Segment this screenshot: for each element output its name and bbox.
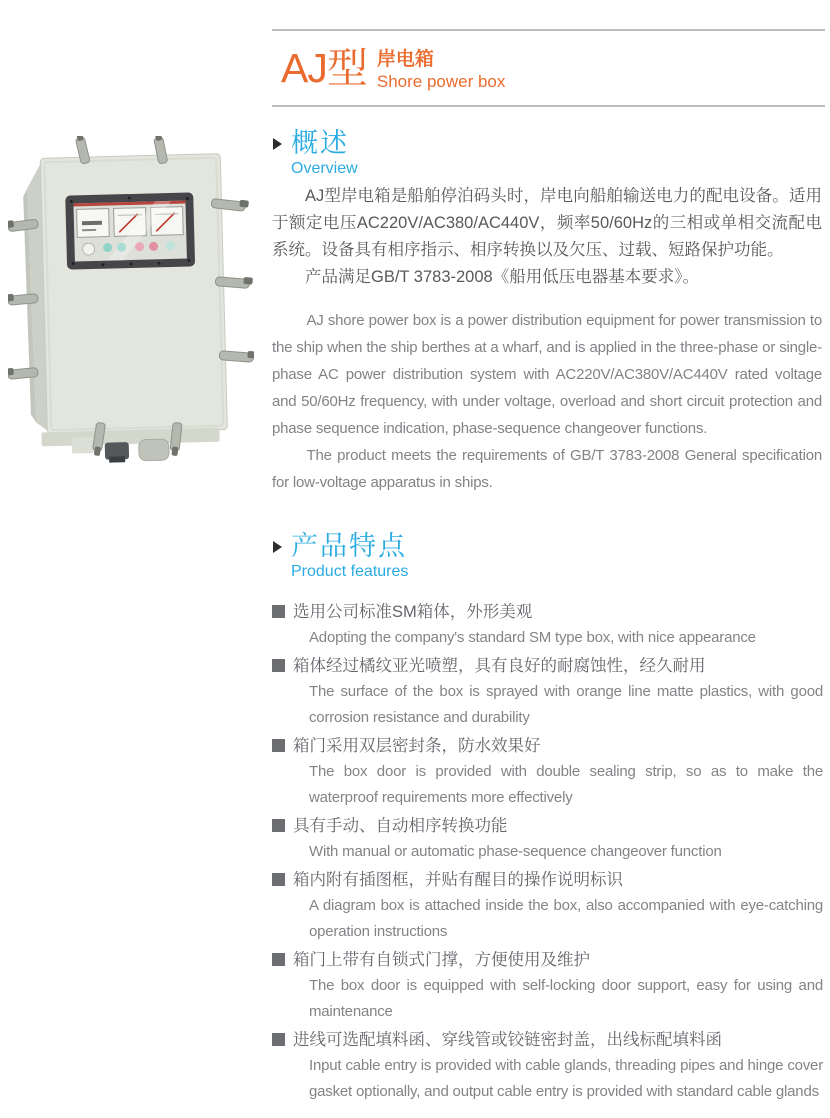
page-title <box>281 42 505 94</box>
model-name: AJ型 <box>281 45 367 91</box>
overview-cn-paragraph: AJ型岸电箱是船舶停泊码头时，岸电向船舶输送电力的配电设备。适用于额定电压AC220V/AC380/AC440V，频率50/60Hz的三相或单相交流配电系统。设备具有相序指示、相序转换以及欠压、过载、短路保护功能。 <box>272 187 822 259</box>
feature-cn-text: 箱体经过橘纹亚光喷塑，具有良好的耐腐蚀性，经久耐用 <box>293 657 706 675</box>
feature-cn <box>272 813 823 839</box>
feature-cn <box>272 1027 823 1053</box>
list-item <box>272 867 823 945</box>
square-bullet-icon <box>272 819 285 832</box>
square-bullet-icon <box>272 739 285 752</box>
triangle-bullet-icon <box>273 138 282 150</box>
list-item <box>272 733 823 811</box>
feature-cn <box>272 867 823 893</box>
feature-cn <box>272 599 823 625</box>
feature-en: A diagram box is attached inside the box, also accompanied with eye-catching operation instructions <box>309 897 823 940</box>
feature-cn <box>272 947 823 973</box>
feature-cn-text: 进线可选配填料函、穿线管或铰链密封盖，出线标配填料函 <box>293 1031 722 1049</box>
square-bullet-icon <box>272 953 285 966</box>
overview-english-text <box>272 307 822 496</box>
product-subtitle <box>377 42 506 94</box>
square-bullet-icon <box>272 1033 285 1046</box>
overview-chinese-text <box>272 183 822 291</box>
square-bullet-icon <box>272 605 285 618</box>
list-item <box>272 813 823 865</box>
overview-section-header <box>273 128 358 179</box>
feature-cn <box>272 733 823 759</box>
list-item <box>272 1027 823 1105</box>
feature-en: The surface of the box is sprayed with orange line matte plastics, with good corrosion resistance and durability <box>309 683 823 726</box>
cable-gland-tip <box>109 456 125 462</box>
product-name-cn: 岸电箱 <box>376 49 434 70</box>
overview-en-paragraph: AJ shore power box is a power distribution equipment for power transmission to the ship when the ship berthes at a wharf, and is applied in the three-phase or single-phase AC power distribution system with AC220V/AC380V/AC440V rated voltage and 50/60Hz frequency, with under voltage, overload and short circuit protection and phase sequence indication, phase-sequence changeover functions. <box>272 312 822 437</box>
feature-cn-text: 选用公司标准SM箱体，外形美观 <box>293 603 533 621</box>
feature-en: Adopting the company's standard SM type box, with nice appearance <box>309 629 756 646</box>
feature-en: The box door is equipped with self-locking door support, easy for using and maintenance <box>309 977 823 1020</box>
feature-cn-text: 箱门上带有自锁式门撑，方便使用及维护 <box>293 951 590 969</box>
overview-en-paragraph: The product meets the requirements of GB/T 3783-2008 General specification for low-voltage apparatus in ships. <box>272 447 822 491</box>
feature-en: The box door is provided with double sealing strip, so as to make the waterproof requirements more effectively <box>309 763 823 806</box>
bottom-box <box>72 437 94 454</box>
overview-title-cn: 概述 <box>291 128 349 158</box>
overview-title-en: Overview <box>291 160 358 177</box>
feature-cn-text: 具有手动、自动相序转换功能 <box>293 817 508 835</box>
analog-meter <box>77 209 110 238</box>
product-photo <box>8 136 254 466</box>
feature-en: With manual or automatic phase-sequence changeover function <box>309 843 722 860</box>
features-title-en: Product features <box>291 563 409 580</box>
features-section-header <box>273 531 408 582</box>
product-name-en: Shore power box <box>376 72 506 91</box>
features-list <box>272 597 823 1107</box>
feature-cn-text: 箱门采用双层密封条，防水效果好 <box>293 737 541 755</box>
list-item <box>272 653 823 731</box>
square-bullet-icon <box>272 873 285 886</box>
list-item <box>272 599 823 651</box>
latch-icon <box>215 275 253 289</box>
latch-icon <box>219 349 254 363</box>
feature-cn <box>272 653 823 679</box>
features-title-cn: 产品特点 <box>291 531 407 561</box>
top-divider <box>272 29 825 31</box>
triangle-bullet-icon <box>273 541 282 553</box>
title-divider <box>272 105 825 107</box>
meter-window <box>65 192 195 269</box>
overview-cn-paragraph: 产品满足GB/T 3783-2008《船用低压电器基本要求》。 <box>305 268 699 286</box>
feature-en: Input cable entry is provided with cable glands, threading pipes and hinge cover gasket optionally, and output cable entry is provided with standard cable glands <box>309 1057 823 1100</box>
push-button <box>82 243 94 255</box>
feature-cn-text: 箱内附有插图框，并贴有醒目的操作说明标识 <box>293 871 623 889</box>
square-bullet-icon <box>272 659 285 672</box>
list-item <box>272 947 823 1025</box>
cable-gland <box>139 439 170 461</box>
